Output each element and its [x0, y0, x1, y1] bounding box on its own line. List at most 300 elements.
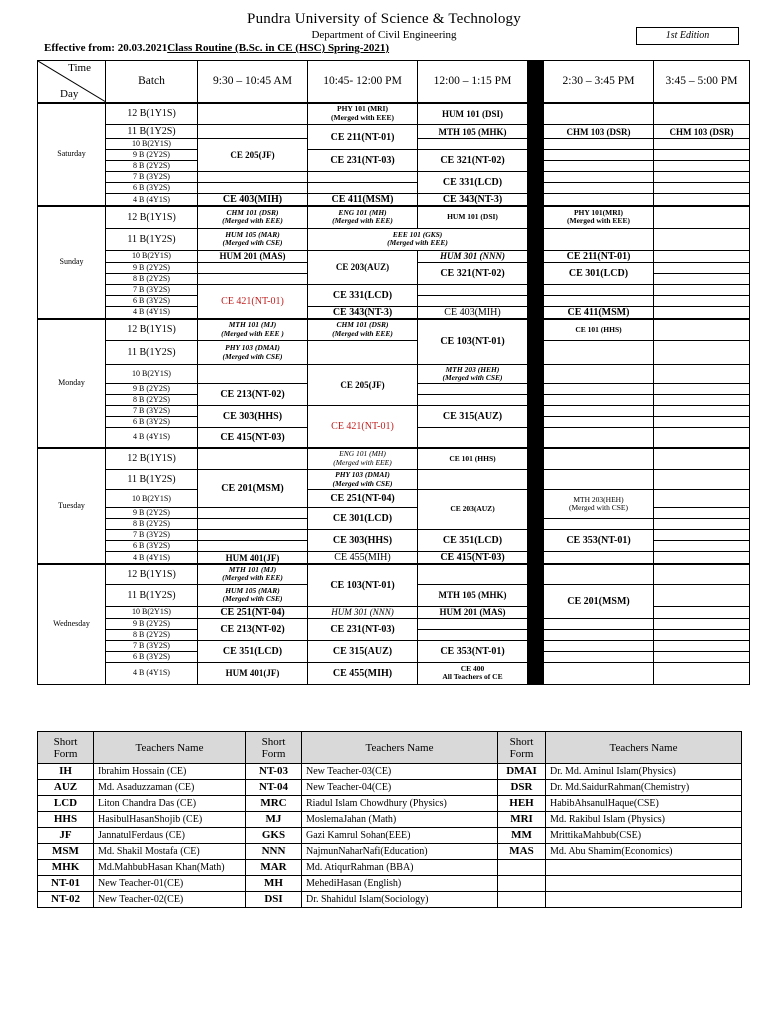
empty-cell	[418, 428, 528, 448]
course-cell: CE 331(LCD)	[308, 284, 418, 306]
batch-cell: 4 B (4Y1S)	[106, 306, 198, 319]
batch-cell: 6 B (3Y2S)	[106, 295, 198, 306]
course-cell: PHY 101(MRI) (Merged with EEE)	[544, 206, 654, 228]
course-cell: CE 301(LCD)	[544, 262, 654, 284]
course-cell: CE 411(MSM)	[308, 194, 418, 207]
table-row	[38, 284, 750, 295]
course-cell: MTH 101 (MJ) (Merged with EEE )	[198, 319, 308, 341]
slot4-header: 2:30 – 3:45 PM	[544, 61, 654, 103]
course-cell: MTH 101 (MJ) (Merged with EEE)	[198, 564, 308, 584]
class-routine-table	[37, 60, 750, 685]
empty-cell	[544, 183, 654, 194]
teacher-short-form: MH	[246, 876, 302, 892]
teacher-row	[38, 876, 742, 892]
course-cell: CE 353(NT-01)	[544, 530, 654, 552]
teacher-short-form	[498, 892, 546, 908]
course-cell: CE 213(NT-02)	[198, 384, 308, 406]
teacher-name: Md. Shakil Mostafa (CE)	[94, 844, 246, 860]
batch-cell: 7 B (3Y2S)	[106, 640, 198, 651]
empty-cell	[198, 519, 308, 530]
teacher-short-form: AUZ	[38, 780, 94, 796]
course-cell: CE 353(NT-01)	[418, 640, 528, 662]
table-row	[38, 183, 750, 194]
empty-cell	[654, 103, 750, 125]
teacher-name: New Teacher-04(CE)	[302, 780, 498, 796]
course-cell: CE 211(NT-01)	[308, 125, 418, 150]
batch-cell: 4 B (4Y1S)	[106, 662, 198, 684]
empty-cell	[544, 284, 654, 295]
teacher-name: Riadul Islam Chowdhury (Physics)	[302, 796, 498, 812]
empty-cell	[654, 194, 750, 207]
teacher-short-form: JF	[38, 828, 94, 844]
teacher-name: Md. Rakibul Islam (Physics)	[546, 812, 742, 828]
empty-cell	[418, 384, 528, 395]
empty-cell	[654, 228, 750, 250]
course-cell: CHM 101 (DSR) (Merged with EEE)	[308, 319, 418, 341]
teacher-name	[546, 860, 742, 876]
empty-cell	[654, 417, 750, 428]
short-form-header: Short Form	[246, 732, 302, 764]
teacher-row	[38, 828, 742, 844]
batch-cell: 12 B(1Y1S)	[106, 564, 198, 584]
teacher-name: New Teacher-01(CE)	[94, 876, 246, 892]
empty-cell	[654, 206, 750, 228]
course-cell: CE 203(AUZ)	[308, 250, 418, 284]
effective-date: Effective from: 20.03.2021	[44, 42, 168, 54]
empty-cell	[654, 319, 750, 341]
empty-cell	[544, 662, 654, 684]
empty-cell	[544, 103, 654, 125]
batch-cell: 9 B (2Y2S)	[106, 618, 198, 629]
empty-cell	[198, 541, 308, 552]
teacher-name	[546, 876, 742, 892]
table-row	[38, 228, 750, 250]
course-cell: ENG 101 (MH) (Merged with EEE)	[308, 206, 418, 228]
empty-cell	[544, 406, 654, 417]
day-wednesday: Wednesday	[38, 564, 106, 684]
routine-title: Class Routine (B.Sc. in CE (HSC) Spring-2021)	[167, 42, 390, 54]
teacher-name: Ibrahim Hossain (CE)	[94, 764, 246, 780]
department-name: Department of Civil Engineering	[311, 29, 457, 41]
empty-cell	[544, 194, 654, 207]
batch-cell: 6 B (3Y2S)	[106, 183, 198, 194]
empty-cell	[654, 629, 750, 640]
batch-cell: 11 B(1Y2S)	[106, 125, 198, 139]
empty-cell	[198, 172, 308, 183]
day-label: Day	[60, 87, 79, 100]
course-cell: CE 421(NT-01)	[198, 284, 308, 319]
batch-cell: 6 B (3Y2S)	[106, 651, 198, 662]
table-row	[38, 640, 750, 651]
course-cell: CE 331(LCD)	[418, 172, 528, 194]
empty-cell	[654, 564, 750, 584]
batch-cell: 10 B(2Y1S)	[106, 139, 198, 150]
effective-line	[44, 42, 389, 54]
empty-cell	[654, 651, 750, 662]
university-name: Pundra University of Science & Technology	[247, 11, 521, 27]
teacher-short-form: NT-01	[38, 876, 94, 892]
batch-cell: 8 B (2Y2S)	[106, 629, 198, 640]
empty-cell	[654, 530, 750, 541]
course-cell: CE 205(JF)	[308, 365, 418, 406]
batch-header: Batch	[106, 61, 198, 103]
course-cell: HUM 401(JF)	[198, 662, 308, 684]
batch-cell: 8 B (2Y2S)	[106, 273, 198, 284]
teacher-short-form: MSM	[38, 844, 94, 860]
batch-cell: 12 B(1Y1S)	[106, 319, 198, 341]
table-row	[38, 448, 750, 470]
empty-cell	[198, 103, 308, 125]
empty-cell	[654, 262, 750, 273]
course-cell: CE 411(MSM)	[544, 306, 654, 319]
empty-cell	[544, 139, 654, 150]
empty-cell	[654, 139, 750, 150]
empty-cell	[654, 640, 750, 651]
teacher-short-form: MRI	[498, 812, 546, 828]
course-cell: CE 403(MIH)	[418, 306, 528, 319]
empty-cell	[654, 183, 750, 194]
batch-cell: 11 B(1Y2S)	[106, 584, 198, 606]
empty-cell	[544, 640, 654, 651]
empty-cell	[418, 618, 528, 629]
course-cell: MTH 203 (HEH) (Merged with CSE)	[418, 365, 528, 384]
teacher-row	[38, 860, 742, 876]
table-row	[38, 552, 750, 565]
slot3-header: 12:00 – 1:15 PM	[418, 61, 528, 103]
course-cell: CE 231(NT-03)	[308, 150, 418, 172]
empty-cell	[544, 564, 654, 584]
empty-cell	[654, 519, 750, 530]
teacher-short-form	[498, 876, 546, 892]
batch-cell: 12 B(1Y1S)	[106, 448, 198, 470]
course-cell: CE 303(HHS)	[198, 406, 308, 428]
empty-cell	[654, 365, 750, 384]
batch-cell: 4 B (4Y1S)	[106, 552, 198, 565]
course-cell: CE 201(MSM)	[544, 584, 654, 618]
course-cell: CHM 103 (DSR)	[654, 125, 750, 139]
empty-cell	[544, 417, 654, 428]
table-row	[38, 250, 750, 262]
empty-cell	[544, 519, 654, 530]
course-cell: HUM 401(JF)	[198, 552, 308, 565]
course-cell: CE 103(NT-01)	[308, 564, 418, 606]
teacher-short-form: DSR	[498, 780, 546, 796]
table-row	[38, 341, 750, 365]
batch-cell: 4 B (4Y1S)	[106, 194, 198, 207]
short-form-header: Short Form	[498, 732, 546, 764]
empty-cell	[654, 606, 750, 618]
teacher-short-form: MAR	[246, 860, 302, 876]
teacher-rows	[38, 764, 742, 908]
empty-cell	[418, 284, 528, 295]
teacher-short-form: NT-04	[246, 780, 302, 796]
teacher-row	[38, 892, 742, 908]
teacher-short-form: MAS	[498, 844, 546, 860]
batch-cell: 6 B (3Y2S)	[106, 417, 198, 428]
time-label: Time	[68, 62, 91, 74]
empty-cell	[544, 150, 654, 161]
empty-cell	[544, 395, 654, 406]
table-row	[38, 206, 750, 228]
empty-cell	[544, 448, 654, 470]
teachers-name-header: Teachers Name	[94, 732, 246, 764]
course-cell: HUM 105 (MAR) (Merged with CSE)	[198, 584, 308, 606]
course-cell: CE 101 (HHS)	[418, 448, 528, 470]
course-cell: CE 403(MIH)	[198, 194, 308, 207]
teachers-name-header: Teachers Name	[302, 732, 498, 764]
teacher-row	[38, 844, 742, 860]
teacher-name: JannatulFerdaus (CE)	[94, 828, 246, 844]
empty-cell	[308, 172, 418, 183]
course-cell: CE 351(LCD)	[198, 640, 308, 662]
slot2-header: 10:45- 12:00 PM	[308, 61, 418, 103]
empty-cell	[654, 584, 750, 606]
edition-badge: 1st Edition	[636, 27, 739, 45]
empty-cell	[544, 629, 654, 640]
course-cell: CE 211(NT-01)	[544, 250, 654, 262]
empty-cell	[654, 618, 750, 629]
course-cell: PHY 103 (DMAI) (Merged with CSE)	[198, 341, 308, 365]
batch-cell: 10 B(2Y1S)	[106, 490, 198, 508]
course-cell: MTH 105 (MHK)	[418, 584, 528, 606]
empty-cell	[198, 125, 308, 139]
empty-cell	[654, 341, 750, 365]
empty-cell	[654, 448, 750, 470]
empty-cell	[418, 470, 528, 490]
batch-cell: 11 B(1Y2S)	[106, 470, 198, 490]
course-cell: CE 203(AUZ)	[418, 490, 528, 530]
empty-cell	[198, 365, 308, 384]
course-cell: CE 421(NT-01)	[308, 406, 418, 448]
course-cell: CE 251(NT-04)	[198, 606, 308, 618]
course-cell: HUM 101 (DSI)	[418, 103, 528, 125]
batch-cell: 12 B(1Y1S)	[106, 103, 198, 125]
course-cell: CE 101 (HHS)	[544, 319, 654, 341]
table-row	[38, 618, 750, 629]
table-row	[38, 172, 750, 183]
teacher-name: New Teacher-03(CE)	[302, 764, 498, 780]
teacher-short-form	[498, 860, 546, 876]
empty-cell	[544, 470, 654, 490]
course-cell: ENG 101 (MH) (Merged with EEE)	[308, 448, 418, 470]
table-row	[38, 306, 750, 319]
empty-cell	[654, 295, 750, 306]
empty-cell	[544, 552, 654, 565]
empty-cell	[654, 662, 750, 684]
batch-cell: 7 B (3Y2S)	[106, 530, 198, 541]
teacher-name: Dr. Md. Aminul Islam(Physics)	[546, 764, 742, 780]
empty-cell	[654, 150, 750, 161]
teacher-short-form: MRC	[246, 796, 302, 812]
course-cell: CE 201(MSM)	[198, 470, 308, 508]
course-cell: PHY 101 (MRI) (Merged with EEE)	[308, 103, 418, 125]
course-cell: EEE 101 (GKS) (Merged with EEE)	[308, 228, 528, 250]
routine-header-row	[38, 61, 750, 103]
course-cell: CE 301(LCD)	[308, 508, 418, 530]
course-cell: HUM 105 (MAR) (Merged with CSE)	[198, 228, 308, 250]
table-row	[38, 530, 750, 541]
day-monday: Monday	[38, 319, 106, 448]
table-row	[38, 490, 750, 508]
course-cell: HUM 201 (MAS)	[198, 250, 308, 262]
course-cell: PHY 103 (DMAI) (Merged with CSE)	[308, 470, 418, 490]
course-cell: CE 321(NT-02)	[418, 150, 528, 172]
empty-cell	[544, 295, 654, 306]
batch-cell: 7 B (3Y2S)	[106, 172, 198, 183]
empty-cell	[544, 161, 654, 172]
batch-cell: 11 B(1Y2S)	[106, 228, 198, 250]
teacher-name: Dr. Shahidul Islam(Sociology)	[302, 892, 498, 908]
course-cell: CE 415(NT-03)	[418, 552, 528, 565]
empty-cell	[544, 651, 654, 662]
teacher-short-form: NT-03	[246, 764, 302, 780]
teacher-short-form: NNN	[246, 844, 302, 860]
empty-cell	[654, 490, 750, 508]
teacher-name: MoslemaJahan (Math)	[302, 812, 498, 828]
batch-cell: 8 B (2Y2S)	[106, 519, 198, 530]
empty-cell	[654, 541, 750, 552]
batch-cell: 4 B (4Y1S)	[106, 428, 198, 448]
teachers-name-header: Teachers Name	[546, 732, 742, 764]
batch-cell: 9 B (2Y2S)	[106, 384, 198, 395]
day-sunday: Sunday	[38, 206, 106, 319]
teacher-row	[38, 764, 742, 780]
time-day-header	[38, 61, 106, 103]
teacher-short-form: DMAI	[498, 764, 546, 780]
course-cell: HUM 301 (NNN)	[418, 250, 528, 262]
empty-cell	[654, 306, 750, 319]
teacher-name: MehediHasan (English)	[302, 876, 498, 892]
teacher-short-form: MHK	[38, 860, 94, 876]
day-tuesday: Tuesday	[38, 448, 106, 565]
teacher-short-form: MJ	[246, 812, 302, 828]
teacher-name: Liton Chandra Das (CE)	[94, 796, 246, 812]
course-cell: HUM 201 (MAS)	[418, 606, 528, 618]
course-cell: CE 315(AUZ)	[308, 640, 418, 662]
empty-cell	[654, 161, 750, 172]
teacher-short-form: GKS	[246, 828, 302, 844]
teacher-row	[38, 780, 742, 796]
batch-cell: 7 B (3Y2S)	[106, 284, 198, 295]
course-cell: CE 455(MIH)	[308, 662, 418, 684]
teacher-row	[38, 796, 742, 812]
course-cell: MTH 203(HEH) (Merged with CSE)	[544, 490, 654, 519]
table-row	[38, 564, 750, 584]
empty-cell	[654, 172, 750, 183]
empty-cell	[308, 183, 418, 194]
empty-cell	[654, 384, 750, 395]
empty-cell	[198, 273, 308, 284]
empty-cell	[198, 508, 308, 519]
table-row	[38, 365, 750, 384]
teacher-short-form: IH	[38, 764, 94, 780]
short-form-header: Short Form	[38, 732, 94, 764]
table-row	[38, 103, 750, 125]
batch-cell: 9 B (2Y2S)	[106, 150, 198, 161]
teacher-name: Md. AtiqurRahman (BBA)	[302, 860, 498, 876]
day-saturday: Saturday	[38, 103, 106, 207]
teacher-name: Md.MahbubHasan Khan(Math)	[94, 860, 246, 876]
course-cell: CE 303(HHS)	[308, 530, 418, 552]
empty-cell	[198, 530, 308, 541]
batch-cell: 10 B(2Y1S)	[106, 606, 198, 618]
empty-cell	[544, 172, 654, 183]
batch-cell: 9 B (2Y2S)	[106, 508, 198, 519]
course-cell: CE 415(NT-03)	[198, 428, 308, 448]
course-cell: CE 351(LCD)	[418, 530, 528, 552]
batch-cell: 7 B (3Y2S)	[106, 406, 198, 417]
empty-cell	[654, 508, 750, 519]
course-cell: CE 455(MIH)	[308, 552, 418, 565]
teacher-short-form: MM	[498, 828, 546, 844]
batch-cell: 8 B (2Y2S)	[106, 395, 198, 406]
empty-cell	[418, 139, 528, 150]
teacher-name: Md. Asaduzzaman (CE)	[94, 780, 246, 796]
slot5-header: 3:45 – 5:00 PM	[654, 61, 750, 103]
course-cell: CE 231(NT-03)	[308, 618, 418, 640]
teacher-name: HabibAhsanulHaque(CSE)	[546, 796, 742, 812]
teacher-name: NajmunNaharNafi(Education)	[302, 844, 498, 860]
course-cell: CE 343(NT-3)	[418, 194, 528, 207]
empty-cell	[654, 428, 750, 448]
table-row	[38, 150, 750, 161]
teacher-name: Md. Abu Shamim(Economics)	[546, 844, 742, 860]
slot1-header: 9:30 – 10:45 AM	[198, 61, 308, 103]
empty-cell	[654, 552, 750, 565]
course-cell: MTH 105 (MHK)	[418, 125, 528, 139]
empty-cell	[418, 629, 528, 640]
batch-cell: 8 B (2Y2S)	[106, 161, 198, 172]
teacher-name: Dr. Md.SaidurRahman(Chemistry)	[546, 780, 742, 796]
teacher-name	[546, 892, 742, 908]
lunch-break-column	[528, 61, 544, 685]
empty-cell	[418, 295, 528, 306]
table-row	[38, 470, 750, 490]
empty-cell	[198, 183, 308, 194]
empty-cell	[198, 262, 308, 273]
empty-cell	[544, 365, 654, 384]
course-cell: CE 315(AUZ)	[418, 406, 528, 428]
table-row	[38, 194, 750, 207]
empty-cell	[654, 273, 750, 284]
empty-cell	[198, 448, 308, 470]
course-cell: CE 343(NT-3)	[308, 306, 418, 319]
batch-cell: 10 B(2Y1S)	[106, 250, 198, 262]
empty-cell	[654, 406, 750, 417]
course-cell: CE 251(NT-04)	[308, 490, 418, 508]
teacher-short-form: DSI	[246, 892, 302, 908]
empty-cell	[654, 250, 750, 262]
table-row	[38, 125, 750, 139]
course-cell: HUM 301 (NNN)	[308, 606, 418, 618]
empty-cell	[308, 341, 418, 365]
empty-cell	[654, 395, 750, 406]
table-row	[38, 319, 750, 341]
teachers-header-row	[38, 732, 742, 764]
teachers-short-form-table	[37, 731, 742, 908]
empty-cell	[418, 395, 528, 406]
teacher-short-form: LCD	[38, 796, 94, 812]
empty-cell	[544, 428, 654, 448]
course-cell: HUM 101 (DSI)	[418, 206, 528, 228]
empty-cell	[418, 564, 528, 584]
course-cell: CHM 103 (DSR)	[544, 125, 654, 139]
course-cell: CHM 101 (DSR) (Merged with EEE)	[198, 206, 308, 228]
table-row	[38, 662, 750, 684]
empty-cell	[654, 470, 750, 490]
batch-cell: 12 B(1Y1S)	[106, 206, 198, 228]
course-cell: CE 205(JF)	[198, 139, 308, 172]
